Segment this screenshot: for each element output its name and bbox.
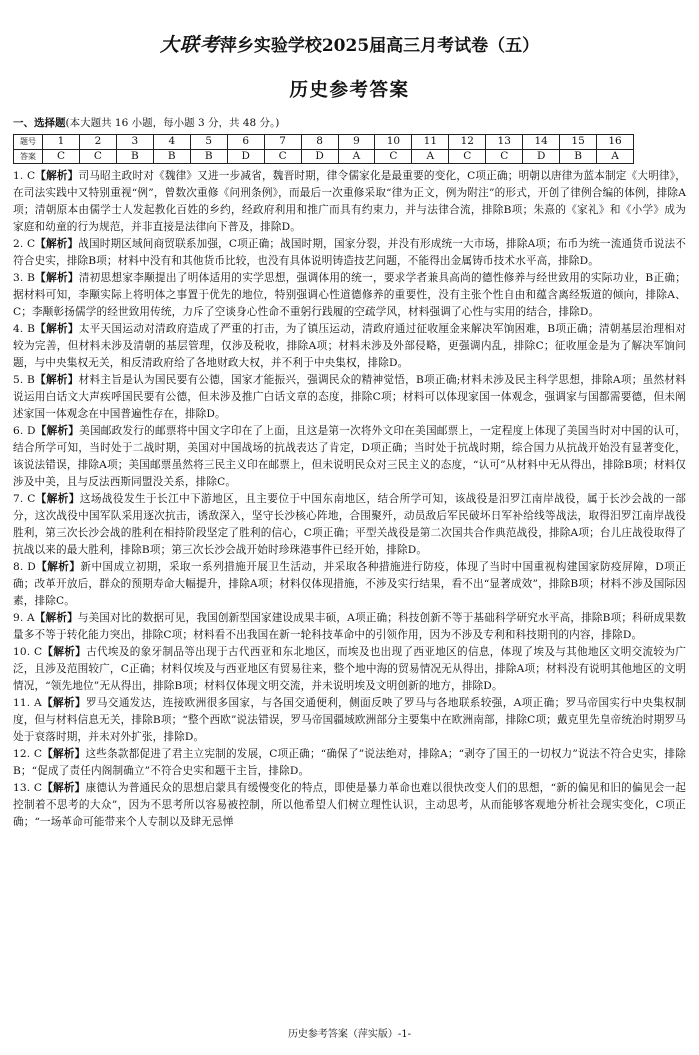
item-number: 13. C: [13, 782, 43, 794]
item-text: 这场战役发生于长江中下游地区，且主要位于中国东南地区，结合所学可知，该战役是汨罗江南岸战役，属于长沙会战的一部分，这次战役中国军队采用逐次抗击，诱敌深入，坚守长沙核心阵地，合围聚歼，动员敌后军民破坏日军补给线等战法，取得汨罗江南岸战役胜利，第三次长沙会战的胜利在相持阶段坚定了胜利的信心，C项正确；平型关战役是第二次国共合作典范战役，排除A项；台儿庄战役取得了抗战以来的最大胜利，排除B项；第三次长沙会战开始时珍珠港事件已经开始，排除D。: [13, 493, 686, 556]
analysis-tag: 【解析】: [34, 612, 78, 624]
explanation-item: [13, 644, 686, 695]
section-heading: [13, 115, 279, 130]
answer-row: [14, 149, 634, 164]
item-text: 与美国对比的数据可见，我国创新型国家建设成果丰硕，A项正确；科技创新不等于基础科学研究水平高，排除B项；科研成果数量多不等于转化能力突出，排除C项；材料看不出我国在新一轮科技革命中的引领作用，因为不涉及专利和科技期刊的内容，排除D。: [13, 612, 686, 641]
question-number-cell: 7: [264, 135, 301, 150]
question-number-row: [14, 135, 634, 150]
answer-cell: D: [523, 149, 560, 164]
question-number-cell: 9: [338, 135, 375, 150]
item-text: 新中国成立初期，采取一系列措施开展卫生活动，并采取各种措施进行防疫，体现了当时中国重视构建国家防疫屏障，D项正确；改革开放后，群众的预期寿命大幅提升，排除A项；材料仅体现措施，不涉及实行结果，看不出“显著成效”，排除B项；材料不涉及国际因素，排除C。: [13, 561, 686, 607]
explanation-item: [13, 423, 686, 491]
question-number-cell: 14: [523, 135, 560, 150]
analysis-tag: 【解析】: [35, 170, 79, 182]
section-title: 一、选择题: [13, 117, 66, 129]
question-number-cell: 1: [43, 135, 80, 150]
answer-cell: C: [79, 149, 116, 164]
item-text: 罗马交通发达，连接欧洲很多国家，与各国交通便利，侧面反映了罗马与各地联系较强，A项正确；罗马帝国实行中央集权制度，但与材料信息无关，排除B项；“整个西欧”说法错误，罗马帝国疆域欧洲部分主要集中在欧洲南部，排除C项；戴克里先皇帝统治时期罗马处于衰落时期，并未对外扩张，排除D。: [13, 697, 686, 743]
answer-cell: C: [375, 149, 412, 164]
analysis-tag: 【解析】: [42, 646, 87, 658]
answer-cell: B: [560, 149, 597, 164]
item-text: 清初思想家李颙提出了明体适用的实学思想，强调体用的统一，要求学者兼具高尚的德性修养与经世致用的实际功业，B正确；据材料可知，李颙实际上将明体之事置于优先的地位，特别强调心性道德修养的重要性，没有主张个性自由和蕴含离经叛道的倾向，排除A、C；李颙彰扬儒学的经世致用传统，力斥了空谈身心性命不重躬行践履的空疏学风，材料强调了心性与实用的结合，排除D。: [13, 272, 686, 318]
item-text: 这些条款都促进了君主立宪制的发展，C项正确；“确保了”说法绝对，排除A；“剥夺了国王的一切权力”说法不符合史实，排除B；“促成了责任内阁制确立”不符合史实和题干主旨，排除D。: [13, 748, 686, 777]
item-number: 4. B: [13, 323, 36, 335]
answer-cell: D: [227, 149, 264, 164]
analysis-tag: 【解析】: [35, 374, 79, 386]
explanation-item: [13, 491, 686, 559]
analysis-tag: 【解析】: [35, 493, 80, 505]
item-number: 9. A: [13, 612, 35, 624]
explanation-item: [13, 695, 686, 746]
question-number-cell: 3: [116, 135, 153, 150]
answer-cell: C: [449, 149, 486, 164]
explanation-item: [13, 559, 686, 610]
answer-table: [13, 134, 634, 164]
question-number-cell: 16: [597, 135, 634, 150]
explanation-item: [13, 780, 686, 831]
explanations-body: [13, 168, 686, 831]
item-number: 10. C: [13, 646, 43, 658]
question-number-cell: 5: [190, 135, 227, 150]
explanation-item: [13, 270, 686, 321]
question-number-cell: 2: [79, 135, 116, 150]
item-number: 2. C: [13, 238, 36, 250]
explanation-item: [13, 372, 686, 423]
item-text: 司马昭主政时对《魏律》又进一步减省，魏晋时期，律令儒家化是最重要的变化，C项正确；明朝以唐律为蓝本制定《大明律》，在司法实践中又特别重视“例”，曾数次重修《问刑条例》，而最后一次重修采取“律为正文，例为附注”的形式，开创了律例合编的体例，排除A项；清朝原本由儒学士人发起教化百姓的乡约，经政府利用和推广而具有约束力，并与法律合流，排除B项；朱熹的《家礼》和《小学》成为家庭和幼童的行为规范，并非直接是法律向下普及，排除D。: [13, 170, 686, 233]
row-label-answer: 答案: [14, 149, 43, 164]
explanation-item: [13, 168, 686, 236]
question-number-cell: 13: [486, 135, 523, 150]
answer-cell: D: [301, 149, 338, 164]
item-number: 8. D: [13, 561, 36, 573]
question-number-cell: 8: [301, 135, 338, 150]
analysis-tag: 【解析】: [35, 272, 79, 284]
question-number-cell: 4: [153, 135, 190, 150]
item-text: 古代埃及的象牙制品等出现于古代西亚和东北地区，而埃及也出现了西亚地区的信息，体现了埃及与其他地区文明交流较为广泛，且涉及范围较广，C正确；材料仅埃及与西亚地区有贸易往来，整个地中海的贸易情况无从得出，排除A项；材料没有说明其他地区的文明情况，“领先地位”无从得出，排除B项；材料仅体现文明交流，并未说明埃及文明创新的地方，排除D。: [13, 646, 686, 692]
item-number: 12. C: [13, 748, 43, 760]
question-number-cell: 15: [560, 135, 597, 150]
item-text: 康德认为普通民众的思想启蒙具有缓慢变化的特点，即使是暴力革命也难以很快改变人们的思想，“新的偏见和旧的偏见会一起控制着不思考的大众”，因为不思考所以容易被控制，所以他希望人们树立理性认识，主动思考，从而能够客观地分析社会现实变化，C项正确；“一场革命可能带来个人专制以及肆无忌惮: [13, 782, 686, 828]
answer-cell: B: [190, 149, 227, 164]
analysis-tag: 【解析】: [35, 238, 79, 250]
analysis-tag: 【解析】: [41, 697, 86, 709]
row-label-question: 题号: [14, 135, 43, 150]
analysis-tag: 【解析】: [35, 561, 81, 573]
answer-cell: C: [43, 149, 80, 164]
brand-logo-text: 大联考: [159, 34, 220, 56]
answer-cell: B: [116, 149, 153, 164]
item-text: 战国时期区域间商贸联系加强，C项正确；战国时期，国家分裂，并没有形成统一大市场，排除A项；布币为统一流通货币说法不符合史实，排除B项；材料中没有和其他货币比较，也没有具体说明铸造技艺问题，不能得出金属铸币技术水平高，排除D。: [13, 238, 686, 267]
item-number: 3. B: [13, 272, 36, 284]
answer-cell: A: [597, 149, 634, 164]
exam-title: 萍乡实验学校2025届高三月考试卷（五）: [219, 36, 540, 56]
answer-cell: C: [486, 149, 523, 164]
answer-cell: C: [264, 149, 301, 164]
question-number-cell: 10: [375, 135, 412, 150]
page-footer: 历史参考答案（萍实版）-1-: [287, 1029, 412, 1040]
document-subtitle: 历史参考答案: [289, 80, 410, 101]
analysis-tag: 【解析】: [35, 323, 79, 335]
question-number-cell: 12: [449, 135, 486, 150]
answer-cell: A: [412, 149, 449, 164]
analysis-tag: 【解析】: [35, 425, 80, 437]
item-text: 材料主旨是认为国民要有公德，国家才能振兴，强调民众的精神觉悟，B项正确;材料未涉及民主科学思想，排除A项；虽然材料说运用白话文大声疾呼国民要有公德，但未涉及推广白话文章的态度，排除C项；材料可以体现家国一体观念，强调家与国都需要德，但未阐述家国一体观念在中国普遍性存在，排除D。: [13, 374, 686, 420]
item-text: 美国邮政发行的邮票将中国文字印在了上面，且这是第一次将外文印在美国邮票上，一定程度上体现了美国当时对中国的认可，结合所学可知，当时处于二战时期，美国对中国战场的抗战表达了肯定，D项正确；当时处于抗战时期，综合国力从抗战开始没有显著变化，该说法错误，排除A项；美国邮票虽然将三民主义印在邮票上，但未说明民众对三民主义的态度，“认可”从材料中无从得出，排除B项；材料仅涉及中美，且与反法西斯同盟没关系，排除C。: [13, 425, 686, 488]
analysis-tag: 【解析】: [42, 782, 86, 794]
explanation-item: [13, 610, 686, 644]
item-number: 1. C: [13, 170, 36, 182]
document-header: [0, 30, 699, 57]
answer-cell: A: [338, 149, 375, 164]
question-number-cell: 6: [227, 135, 264, 150]
explanation-item: [13, 746, 686, 780]
explanation-item: [13, 321, 686, 372]
item-number: 11. A: [13, 697, 42, 709]
item-text: 太平天国运动对清政府造成了严重的打击，为了镇压运动，清政府通过征收厘金来解决军饷困难，B项正确；清朝基层治理相对较为完善，但材料未涉及清朝的基层管理，仅涉及税收，排除A项；材料未涉及外部侵略，更强调内乱，排除C；征收厘金是为了解决军饷问题，与中央集权无关，相反清政府给了各地财政大权，并不利于中央集权，排除D。: [13, 323, 686, 369]
answer-cell: B: [153, 149, 190, 164]
item-number: 7. C: [13, 493, 36, 505]
section-note: (本大题共 16 小题，每小题 3 分，共 48 分。): [65, 117, 280, 129]
analysis-tag: 【解析】: [42, 748, 86, 760]
item-number: 5. B: [13, 374, 35, 386]
question-number-cell: 11: [412, 135, 449, 150]
explanation-item: [13, 236, 686, 270]
item-number: 6. D: [13, 425, 36, 437]
